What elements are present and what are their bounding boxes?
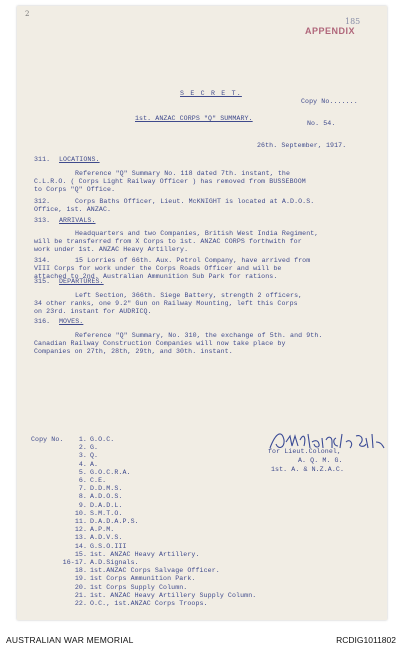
classification-heading: S E C R E T.: [180, 90, 242, 97]
distribution-recipient: G.S.O.III: [90, 542, 127, 550]
document-page: [17, 6, 387, 620]
distribution-recipient: C.E.: [90, 477, 107, 484]
section-text-line: will be transferred from X Corps to 1st. ANZAC CORPS forthwith for: [34, 238, 302, 245]
distribution-recipient: S.M.T.O.: [90, 509, 123, 517]
distribution-copy-number: 4.: [78, 460, 87, 468]
footer-reference: RCDIG1011802: [336, 635, 396, 645]
distribution-recipient: G.O.C.R.A.: [90, 468, 131, 476]
distribution-recipient: A.: [90, 460, 99, 468]
section-text-line: Corps Baths Officer, Lieut. McKNIGHT is located at A.D.O.S.: [75, 198, 315, 205]
distribution-recipient: D.A.D.A.P.S.: [90, 518, 139, 525]
appendix-stamp: [305, 17, 369, 39]
stamp-label: APPENDIX: [305, 26, 356, 36]
section-text-line: VIII Corps for work under the Corps Roads Officer and will be: [34, 265, 282, 272]
distribution-copy-number: 19.: [74, 575, 87, 583]
section-number: 314.: [34, 257, 51, 264]
footer-source: AUSTRALIAN WAR MEMORIAL: [6, 635, 134, 645]
signature-for-line: for Lieut.Colonel,: [268, 448, 342, 455]
document-date: 26th. September, 1917.: [257, 142, 347, 149]
section-text-line: Reference "Q" Summary No. 118 dated 7th. instant, the: [75, 170, 291, 177]
distribution-copy-number: 11.: [74, 518, 87, 525]
section-number: 316.: [34, 318, 51, 325]
distribution-copy-number: 15.: [74, 550, 87, 558]
distribution-recipient: G.O.C.: [90, 436, 115, 443]
page-number: 2: [25, 10, 30, 18]
distribution-recipient: O.C., 1st.ANZAC Corps Troops.: [90, 600, 208, 607]
distribution-copy-number: 1.: [78, 436, 87, 443]
section-text-line: Canadian Railway Construction Companies will now take place by: [34, 340, 286, 347]
section-text-line: on 23rd. instant for AUDRICQ.: [34, 308, 152, 315]
distribution-recipient: D.D.M.S.: [90, 485, 123, 493]
section-number: 312.: [34, 198, 51, 205]
distribution-copy-number: 21.: [74, 591, 87, 599]
distribution-recipient: G.: [90, 444, 99, 452]
distribution-copy-number: 13.: [74, 534, 87, 542]
section-number: 315.: [34, 278, 51, 285]
section-number: 311.: [34, 156, 51, 163]
distribution-prefix: Copy No.: [31, 436, 64, 443]
section-text-line: to Corps "Q" Office.: [34, 186, 116, 193]
distribution-copy-number: 8.: [78, 493, 87, 501]
document-title: 1st. ANZAC CORPS "Q" SUMMARY.: [135, 115, 253, 122]
distribution-copy-number: 2.: [78, 444, 87, 452]
distribution-recipient: A.P.M.: [90, 526, 115, 534]
section-number: 313.: [34, 217, 51, 224]
section-text-line: Left Section, 366th. Siege Battery, strength 2 officers,: [75, 292, 303, 299]
distribution-recipient: A.D.V.S.: [90, 534, 123, 542]
distribution-copy-number: 16-17.: [62, 559, 87, 566]
distribution-copy-number: 12.: [74, 526, 87, 534]
section-text-line: Office, 1st. ANZAC.: [34, 206, 112, 213]
section-heading: LOCATIONS.: [59, 156, 100, 163]
section-text-line: 34 other ranks, one 9.2" Gun on Railway Mounting, left this Corps: [34, 300, 298, 307]
section-heading: ARRIVALS.: [59, 217, 96, 224]
signature-block: [268, 428, 388, 473]
summary-number: No. 54.: [307, 120, 336, 127]
section-text-line: Headquarters and two Companies, British West India Regiment,: [75, 230, 319, 237]
distribution-recipient: 1st. ANZAC Heavy Artillery Supply Column.: [90, 591, 257, 599]
distribution-recipient: 1st Corps Supply Column.: [90, 583, 188, 591]
distribution-copy-number: 10.: [74, 509, 87, 517]
distribution-copy-number: 5.: [78, 468, 87, 476]
distribution-recipient: 1st.ANZAC Corps Salvage Officer.: [90, 567, 220, 575]
section-text-line: C.L.R.O. ( Corps Light Railway Officer ) has removed from BUSSEBOOM: [34, 178, 306, 185]
distribution-recipient: D.A.D.L.: [90, 501, 123, 509]
distribution-copy-number: 20.: [74, 583, 87, 591]
signature-rank-line: A. Q. M. G.: [298, 457, 343, 464]
distribution-copy-number: 9.: [78, 501, 87, 509]
distribution-copy-number: 7.: [78, 485, 87, 493]
distribution-recipient: 1st. ANZAC Heavy Artillery.: [90, 550, 200, 558]
distribution-copy-number: 14.: [74, 542, 87, 550]
section-heading: DEPARTURES.: [59, 278, 104, 285]
signature-unit-line: 1st. A. & N.Z.A.C.: [271, 466, 345, 473]
distribution-recipient: A.D.Signals.: [90, 559, 139, 566]
section-text-line: Reference "Q" Summary, No. 310, the exchange of 5th. and 9th.: [75, 332, 323, 339]
distribution-copy-number: 3.: [78, 452, 87, 460]
copy-number-label: Copy No.......: [301, 98, 358, 105]
distribution-recipient: A.D.O.S.: [90, 493, 123, 501]
distribution-copy-number: 22.: [74, 600, 87, 607]
section-heading: MOVES.: [59, 318, 84, 325]
distribution-copy-number: 6.: [78, 477, 87, 484]
distribution-recipient: Q.: [90, 452, 99, 460]
section-text-line: attached to 2nd. Australian Ammunition Sub Park for rations.: [34, 273, 278, 280]
distribution-copy-number: 18.: [74, 567, 87, 575]
section-text-line: work under 1st. ANZAC Heavy Artillery.: [34, 246, 189, 253]
section-text-line: Companies on 27th, 28th, 29th, and 30th. instant.: [34, 348, 233, 355]
stamp-number: 185: [345, 17, 361, 26]
section-text-line: 15 Lorries of 66th. Aux. Petrol Company, have arrived from: [75, 257, 311, 264]
distribution-recipient: 1st Corps Ammunition Park.: [90, 575, 196, 583]
